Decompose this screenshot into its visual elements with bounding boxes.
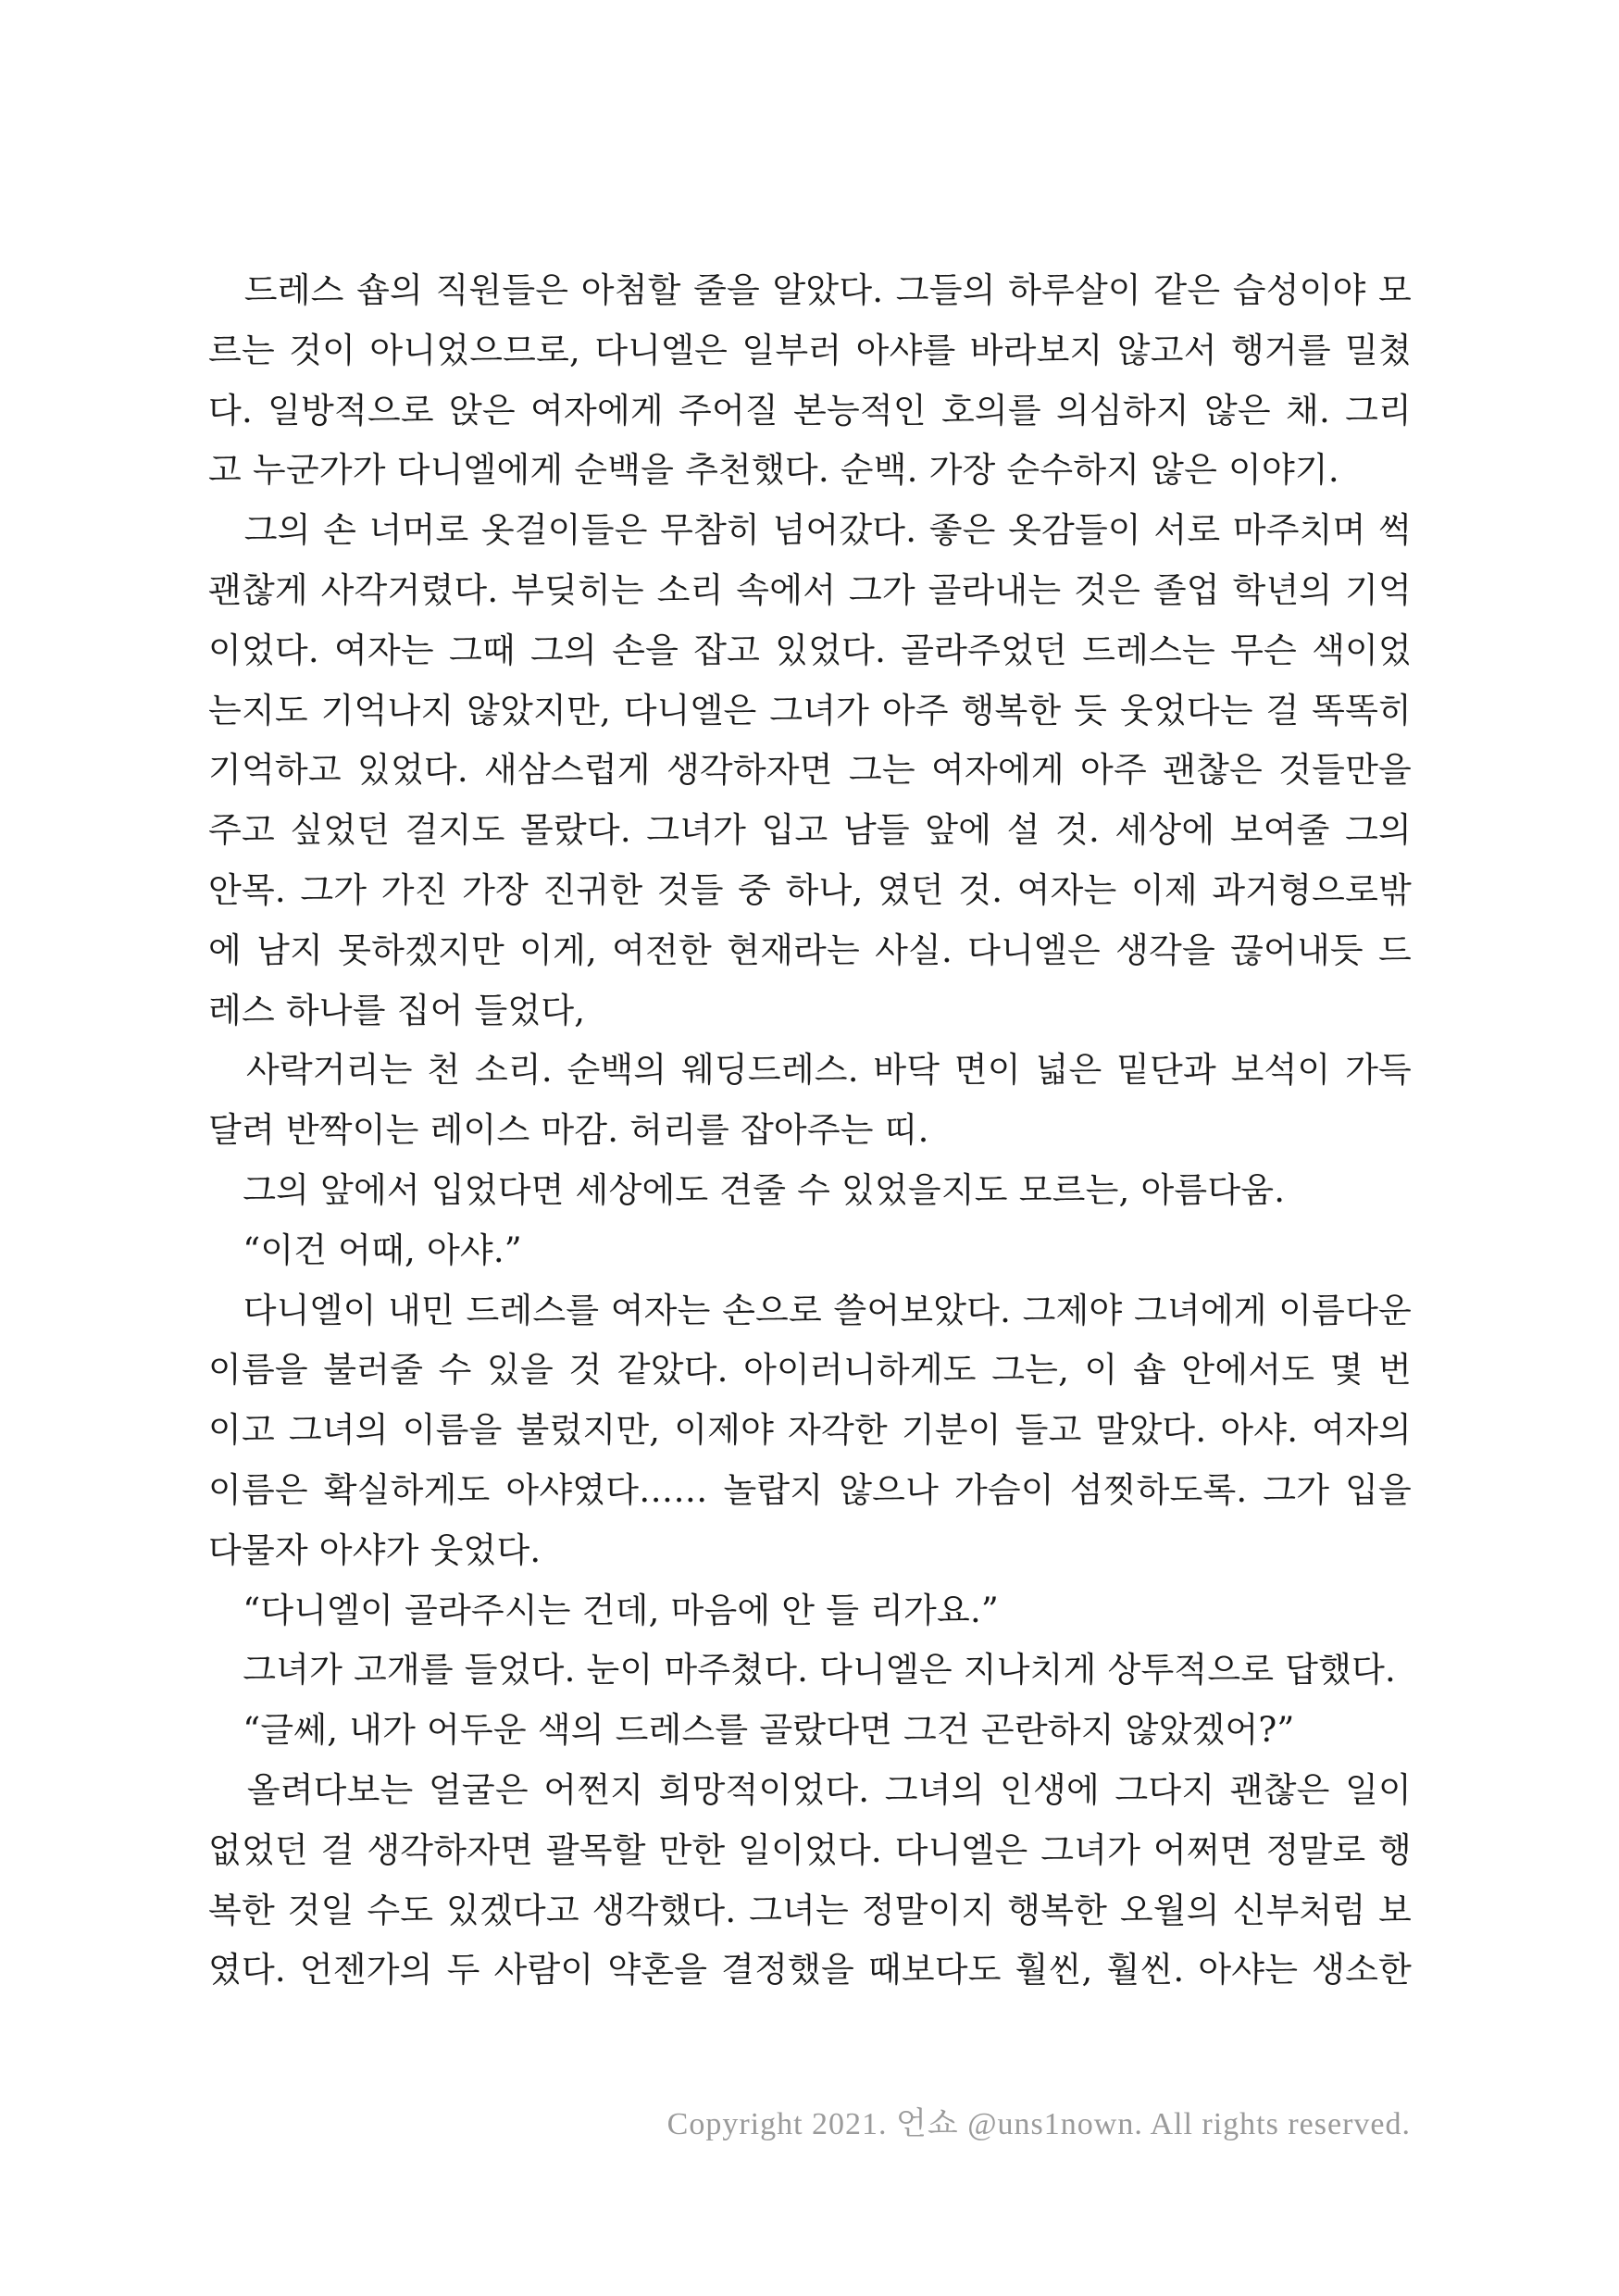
text-line: 안목. 그가 가진 가장 진귀한 것들 중 하나, 였던 것. 여자는 이제 과거형으로밖 xyxy=(208,869,1412,910)
text-line: “글쎄, 내가 어두운 색의 드레스를 골랐다면 그건 곤란하지 않았겠어?” xyxy=(208,1710,1295,1751)
text-line: 이름을 불러줄 수 있을 것 같았다. 아이러니하게도 그는, 이 숍 안에서도 몇 번 xyxy=(208,1350,1412,1391)
text-line: 에 남지 못하겠지만 이게, 여전한 현재라는 사실. 다니엘은 생각을 끊어내듯 드 xyxy=(208,930,1412,970)
text-line: 이름은 확실하게도 아샤였다…… 놀랍지 않으나 가슴이 섬찟하도록. 그가 입을 xyxy=(208,1469,1412,1510)
text-line: 없었던 걸 생각하자면 괄목할 만한 일이었다. 다니엘은 그녀가 어쩌면 정말로 행 xyxy=(208,1829,1412,1870)
text-line: 주고 싶었던 걸지도 몰랐다. 그녀가 입고 남들 앞에 설 것. 세상에 보여줄 그의 xyxy=(208,810,1412,851)
text-line: 르는 것이 아니었으므로, 다니엘은 일부러 아샤를 바라보지 않고서 행거를 밀쳤 xyxy=(208,330,1412,370)
text-line: 이고 그녀의 이름을 불렀지만, 이제야 자각한 기분이 들고 말았다. 아샤. 여자의 xyxy=(208,1410,1412,1451)
text-line: 는지도 기억나지 않았지만, 다니엘은 그녀가 아주 행복한 듯 웃었다는 걸 똑똑히 xyxy=(208,690,1412,730)
text-line: “다니엘이 골라주시는 건데, 마음에 안 들 리가요.” xyxy=(208,1590,1000,1630)
text-line: 사락거리는 천 소리. 순백의 웨딩드레스. 바닥 면이 넓은 밑단과 보석이 가득 xyxy=(208,1050,1412,1091)
body-text xyxy=(208,261,1412,2001)
text-line: 드레스 숍의 직원들은 아첨할 줄을 알았다. 그들의 하루살이 같은 습성이야 모 xyxy=(208,270,1412,310)
text-line: 달려 반짝이는 레이스 마감. 허리를 잡아주는 띠. xyxy=(208,1110,929,1151)
text-line: 다물자 아샤가 웃었다. xyxy=(208,1529,542,1570)
text-line: 고 누군가가 다니엘에게 순백을 추천했다. 순백. 가장 순수하지 않은 이야기. xyxy=(208,450,1339,491)
text-line: 였다. 언젠가의 두 사람이 약혼을 결정했을 때보다도 훨씬, 훨씬. 아샤는 생소한 xyxy=(208,1950,1412,1990)
text-line: 이었다. 여자는 그때 그의 손을 잡고 있었다. 골라주었던 드레스는 무슨 색이었 xyxy=(208,630,1412,670)
text-line: 다니엘이 내민 드레스를 여자는 손으로 쓸어보았다. 그제야 그녀에게 이름다운 xyxy=(208,1290,1412,1330)
copyright-footer: Copyright 2021. 언쇼 @uns1nown. All rights reserved. xyxy=(666,2107,1411,2141)
text-line: 괜찮게 사각거렸다. 부딪히는 소리 속에서 그가 골라내는 것은 졸업 학년의 기억 xyxy=(208,569,1412,610)
text-line: 복한 것일 수도 있겠다고 생각했다. 그녀는 정말이지 행복한 오월의 신부처럼 보 xyxy=(208,1890,1412,1930)
text-line: 그의 앞에서 입었다면 세상에도 견줄 수 있었을지도 모르는, 아름다움. xyxy=(208,1169,1286,1210)
text-line: 기억하고 있었다. 새삼스럽게 생각하자면 그는 여자에게 아주 괜찮은 것들만을 xyxy=(208,750,1412,791)
text-line: 다. 일방적으로 앉은 여자에게 주어질 본능적인 호의를 의심하지 않은 채. 그리 xyxy=(208,390,1412,430)
text-line: 그녀가 고개를 들었다. 눈이 마주쳤다. 다니엘은 지나치게 상투적으로 답했다. xyxy=(208,1650,1396,1691)
text-line: 올려다보는 얼굴은 어쩐지 희망적이었다. 그녀의 인생에 그다지 괜찮은 일이 xyxy=(208,1769,1412,1810)
text-line: 그의 손 너머로 옷걸이들은 무참히 넘어갔다. 좋은 옷감들이 서로 마주치며 썩 xyxy=(208,510,1412,551)
text-line: “이건 어때, 아샤.” xyxy=(208,1229,522,1270)
text-line: 레스 하나를 집어 들었다, xyxy=(208,990,586,1030)
